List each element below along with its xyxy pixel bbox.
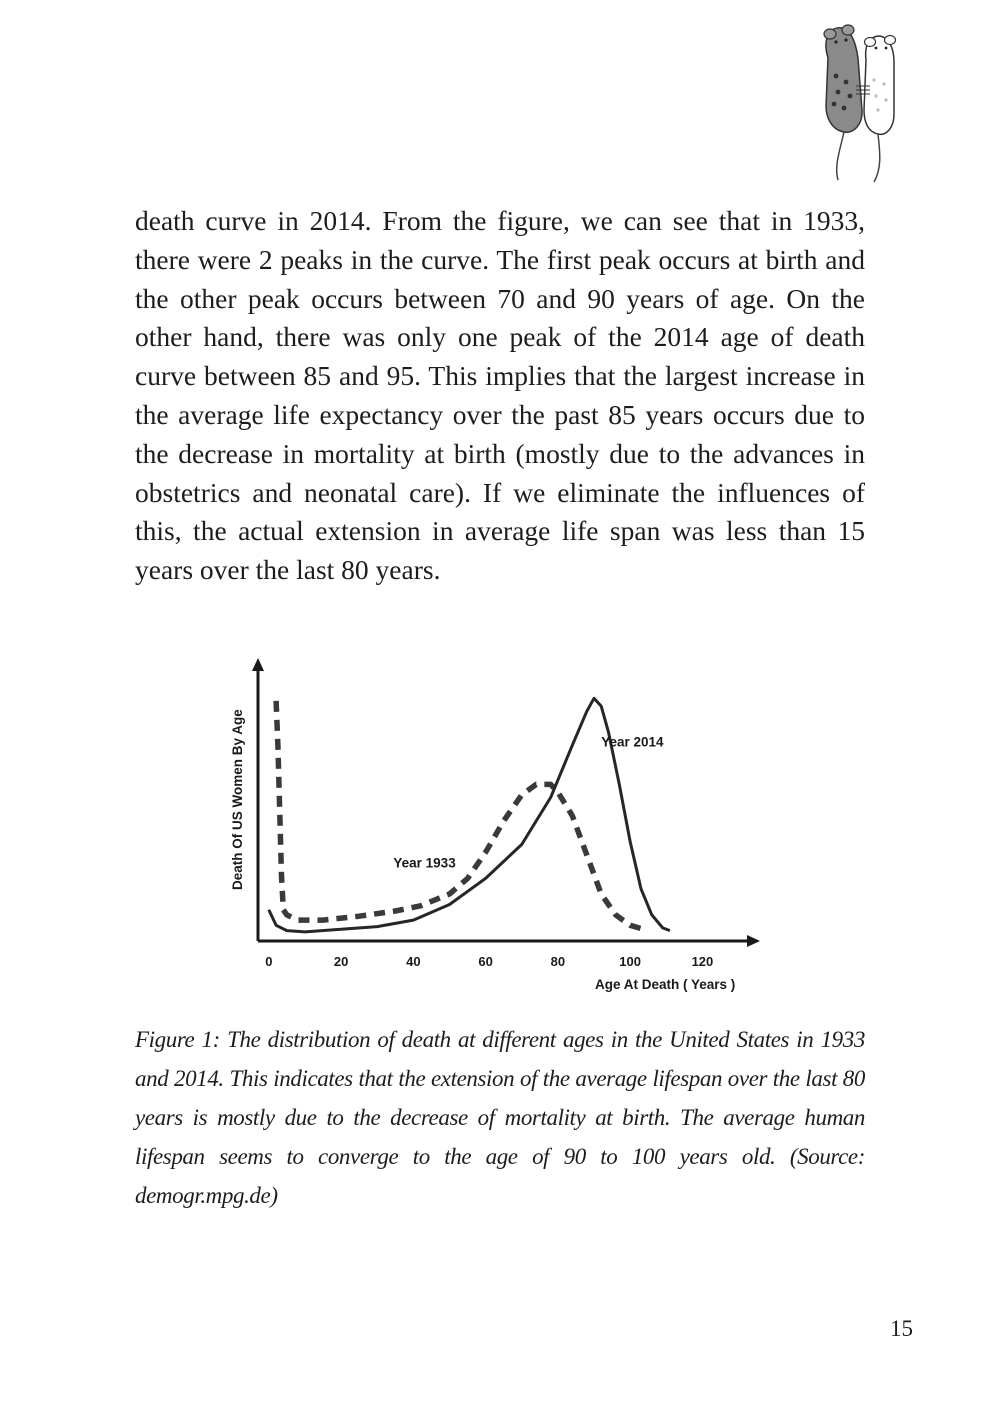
two-mice-icon xyxy=(800,18,920,183)
x-axis-arrow xyxy=(747,935,760,947)
age-of-death-chart xyxy=(200,650,780,1010)
body-paragraph: death curve in 2014. From the figure, we can see that in 1933, there were 2 peaks in the curve. The first peak occurs at birth and the other peak occurs between 70 and 90 years of age. On the other hand, there was only one peak of the 2014 age of death curve between 85 and 95. This implies that the largest increase in the average life expectancy over the past 85 years occurs due to the decrease in mortality at birth (mostly due to the advances in obstetrics and neonatal care). If we eliminate the influences of this, the actual extension in average life span was less than 15 years over the last 80 years. xyxy=(135,205,865,586)
x-tick-label: 0 xyxy=(265,954,273,969)
page-number: 15 xyxy=(890,1316,913,1341)
figure-caption: Figure 1: The distribution of death at different ages in the United States in 1933 and 2014. This indicates that the extension of the average lifespan over the last 80 years is mostly due to the decrease of mortality at birth. The average human lifespan seems to converge to the age of 90 to 100 years old. (Source: demogr.mpg.de) xyxy=(135,1027,865,1208)
figure-chart xyxy=(200,650,780,1010)
x-tick-label: 60 xyxy=(478,954,493,969)
series-label: Year 1933 xyxy=(393,855,456,871)
series-label: Year 2014 xyxy=(601,734,664,750)
x-axis-label: Age At Death ( Years ) xyxy=(595,977,736,992)
y-axis-arrow xyxy=(252,658,264,671)
x-tick-label: 80 xyxy=(550,954,566,969)
series-line-2014 xyxy=(269,698,670,932)
y-axis-label: Death Of US Women By Age xyxy=(230,709,245,890)
x-tick-label: 100 xyxy=(619,954,642,969)
x-tick-label: 120 xyxy=(691,954,714,969)
x-tick-label: 40 xyxy=(406,954,421,969)
x-tick-label: 20 xyxy=(333,954,349,969)
